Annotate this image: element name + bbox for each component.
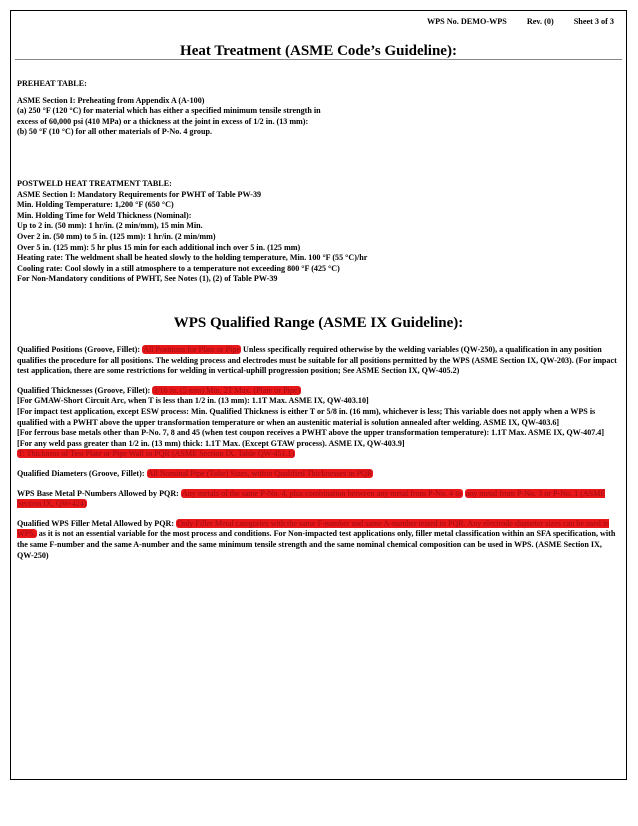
thickness-note-highlight: T: Thickness of Test Plate or Pipe Wall in PQR (ASME Section IX, Table QW-451.1) <box>18 449 295 459</box>
base-metal-highlight-cont: any metal from P-No. 3 or P-No. 1 (ASME Section IX, QW-424) <box>17 488 606 509</box>
thickness-highlight: 3/16 in. (5 mm) Min. 2T Max. (Plate or Pipe) <box>153 385 301 395</box>
page-title: Heat Treatment (ASME Code’s Guideline): <box>180 43 457 59</box>
positions-label: Qualified Positions (Groove, Fillet): <box>17 345 141 354</box>
pwht-line: For Non-Mandatory conditions of PWHT, See Notes (1), (2) of Table PW-39 <box>17 274 278 284</box>
wps-number: WPS No. DEMO-WPS <box>426 17 507 26</box>
preheat-line: excess of 60,000 psi (410 MPa) or a thickness at the joint in excess of 1/2 in. (13 mm): <box>17 116 309 126</box>
document-header <box>409 17 614 26</box>
pwht-line: Heating rate: The weldment shall be heated slowly to the holding temperature, Min. 100 °F (55 °C)/hr <box>17 253 368 263</box>
diameters-highlight: All Nominal Pipe (Tube) Sizes, within Qualified Thicknesses in PQR <box>147 468 373 478</box>
thickness-label: Qualified Thicknesses (Groove, Fillet): <box>17 385 151 395</box>
pwht-line: ASME Section I: Mandatory Requirements for PWHT of Table PW-39 <box>17 189 262 199</box>
title-divider <box>15 59 622 60</box>
pwht-line: Up to 2 in. (50 mm): 1 hr/in. (2 min/mm), 15 min Min. <box>17 221 203 231</box>
pwht-section <box>17 179 620 285</box>
preheat-heading: PREHEAT TABLE: <box>17 79 87 88</box>
thickness-line: [For any weld pass greater than 1/2 in. (13 mm) thick: 1.1T Max. (Except GTAW process). ASME IX, QW-403.9] <box>17 438 405 448</box>
pwht-line: Min. Holding Time for Weld Thickness (Nominal): <box>17 210 192 220</box>
positions-text: Unless specifically required otherwise by the welding variables (QW-250), a qualification in any position qualifies the procedure for all positions. The welding process and electrodes must be suitable for all positions permitted by the WPS (ASME Section IX, QW-203). (For impact test application, there are some restrictions for welding in vertical-uphill progression position; See ASME Section IX, QW-405.2) <box>17 345 617 376</box>
preheat-line: (a) 250 °F (120 °C) for material which has either a specified minimum tensile strength in <box>17 106 321 116</box>
section-subtitle: WPS Qualified Range (ASME IX Guideline): <box>173 315 464 331</box>
pwht-line: Min. Holding Temperature: 1,200 °F (650 °C) <box>17 200 174 210</box>
preheat-line: (b) 50 °F (10 °C) for all other materials of P-No. 4 group. <box>17 127 213 137</box>
thickness-note <box>17 449 620 460</box>
positions-highlight: All Positions for Plate or Pipe <box>143 345 240 354</box>
pwht-heading: POSTWELD HEAT TREATMENT TABLE: <box>17 179 172 188</box>
preheat-line: ASME Section I: Preheating from Appendix A (A-100) <box>17 95 205 105</box>
revision: Rev. (0) <box>526 17 554 26</box>
pwht-line: Over 2 in. (50 mm) to 5 in. (125 mm): 1 hr/in. (2 min/mm) <box>17 231 216 241</box>
filler-label: Qualified WPS Filler Metal Allowed by PQR: <box>17 518 175 528</box>
thickness-line: [For ferrous base metals other than P-No. 7, 8 and 45 (when test coupon receives a PWHT above the upper transformation temperature): 1.1T Max. ASME IX, QW-407.4] <box>17 428 605 438</box>
filler-highlight: Only Filler Metal categories with the same F-number and same A-number tested in PQR. Any electrode diameter sizes can be used in WPS, <box>17 518 610 539</box>
base-metal-label: WPS Base Metal P-Numbers Allowed by PQR: <box>17 488 179 498</box>
positions-paragraph <box>17 345 620 377</box>
filler-text: as it is not an essential variable for the most process and conditions. For Non-impacted test applications only, filler metal classification within an SFA specification, with the same F-number and the same A-number and the same minimum tensile strength and the same nominal chemical composition can be used in WPS. (ASME Section IX, QW-250) <box>17 529 616 560</box>
base-metal-paragraph <box>17 489 620 510</box>
qualified-range-section <box>17 345 620 561</box>
pwht-line: Over 5 in. (125 mm): 5 hr plus 15 min for each additional inch over 5 in. (125 mm) <box>17 242 301 252</box>
diameters-label: Qualified Diameters (Groove, Fillet): <box>17 468 145 478</box>
page-frame <box>10 10 627 780</box>
thickness-line: [For GMAW-Short Circuit Arc, when T is less than 1/2 in. (13 mm): 1.1T Max. ASME IX, QW-403.10] <box>17 396 369 406</box>
filler-paragraph <box>17 519 620 561</box>
base-metal-highlight: Any metals of the same P-No. 4, plus combination between any metal from P-No. 4 to <box>181 488 462 498</box>
diameters-paragraph <box>17 469 620 480</box>
thickness-line: [For impact test application, except ESW process: Min. Qualified Thickness is either T or 5/8 in. (16 mm), whichever is less; This variable does not apply when a WPS is qualified with a PWHT above the upper transformation temperature or when an austenitic material is solution annealed after welding. ASME IX, QW-403.6] <box>17 406 596 427</box>
preheat-section <box>17 79 620 138</box>
pwht-line: Cooling rate: Cool slowly in a still atmosphere to a temperature not exceeding 800 °F (425 °C) <box>17 263 340 273</box>
thickness-paragraph <box>17 386 620 397</box>
sheet-number: Sheet 3 of 3 <box>573 17 614 26</box>
